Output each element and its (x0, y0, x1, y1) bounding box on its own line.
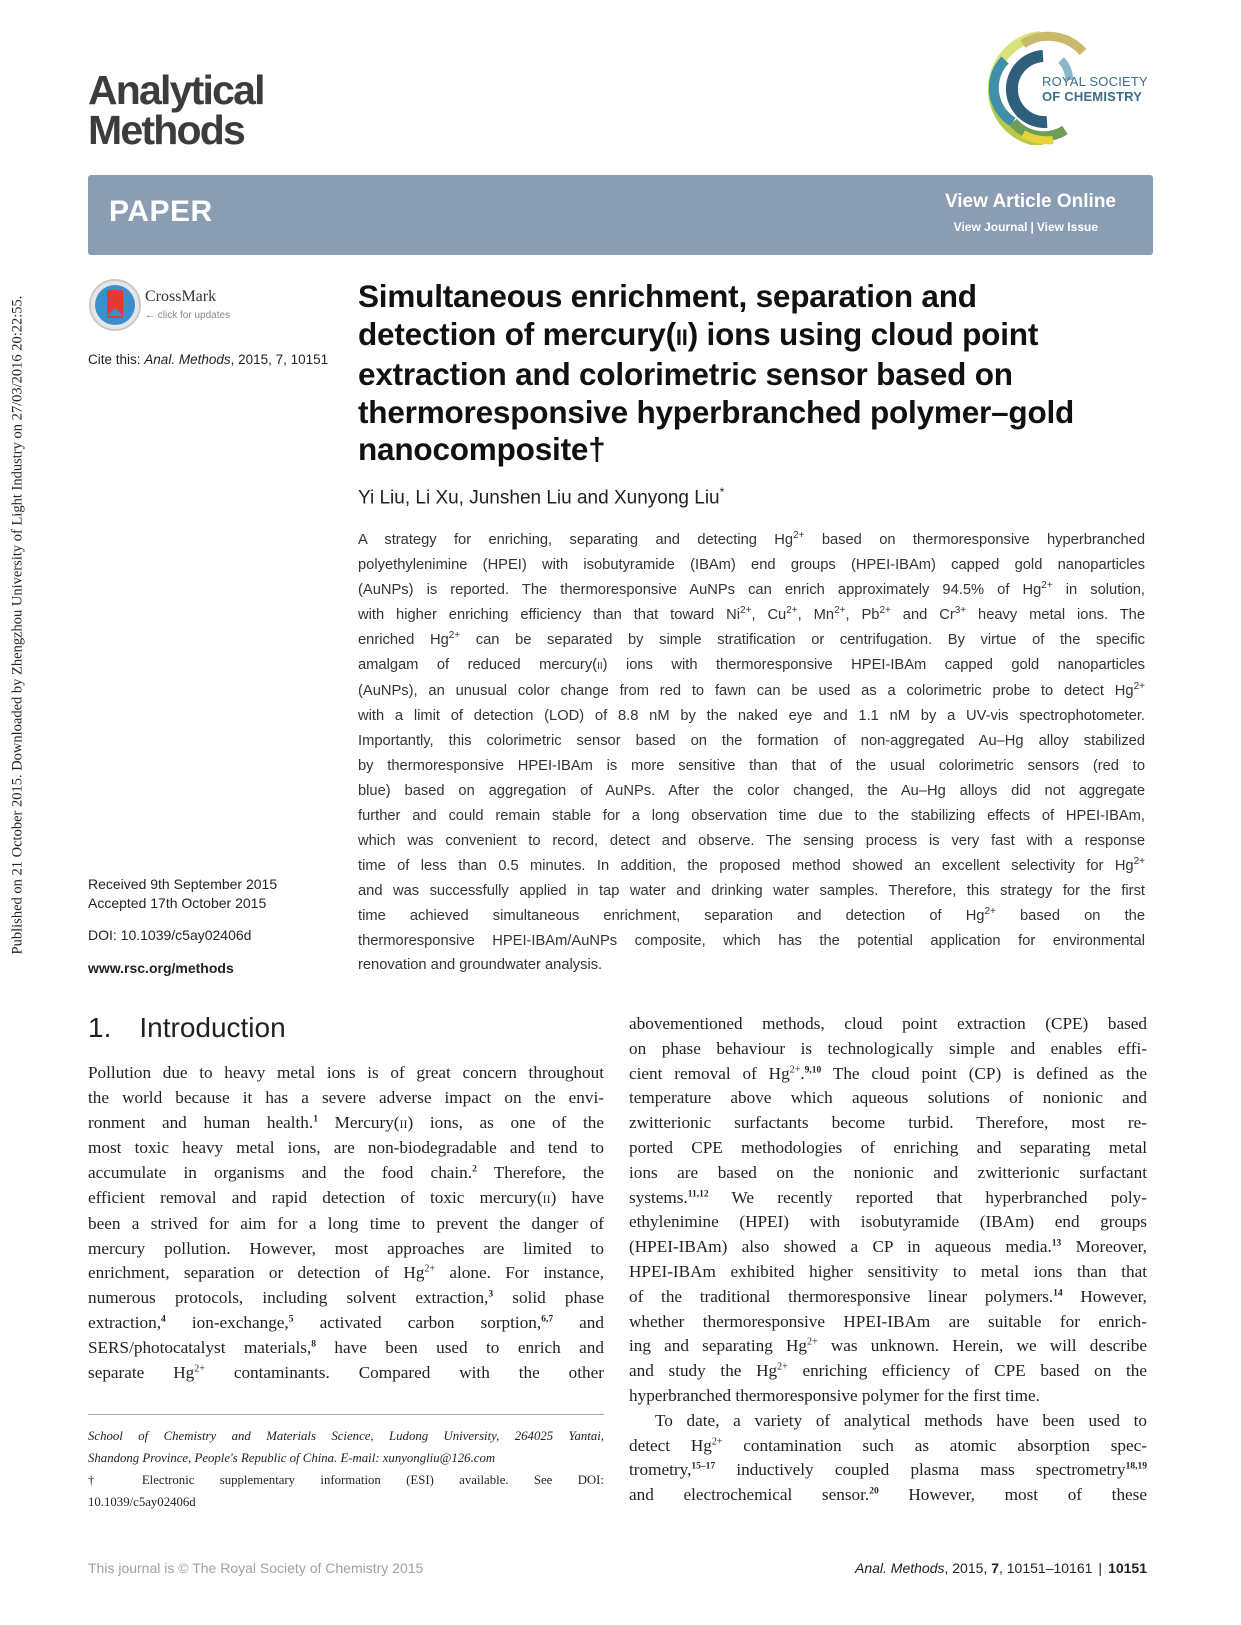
corresponding-mark: * (719, 485, 725, 499)
body-line: detect $Hg^{2+}$ contamination such as atomic absorption spec- (629, 1435, 1147, 1455)
body-right-column (629, 1012, 1147, 1508)
abstract-line: polyethylenimine (HPEI) with isobutyramide (IBAm) end groups (HPEI-IBAm) capped gold nanoparticles (358, 556, 1145, 573)
title-line: detection of mercury(II) ions using cloud point (358, 315, 1039, 352)
esi-note-line: † Electronic supplementary information (ESI) available. See DOI: (88, 1473, 604, 1487)
article-type-label: PAPER (109, 195, 213, 228)
doi[interactable]: DOI: 10.1039/c5ay02406d (88, 927, 252, 943)
article-history (88, 875, 277, 913)
section-title: Introduction (139, 1012, 286, 1043)
body-line: Pollution due to heavy metal ions is of great concern throughout (88, 1063, 604, 1082)
body-line: systems.$^{11,12}$ We recently reported that hyperbranched poly- (629, 1187, 1147, 1207)
abstract-line: time achieved simultaneous enrichment, separation and detection of $Hg^{2+}$ based on the (358, 905, 1145, 924)
body-line: on phase behaviour is technologically simple and enables effi- (629, 1038, 1147, 1058)
cite-label: Cite this: (88, 352, 141, 367)
footer-separator: | (1098, 1560, 1103, 1576)
footnotes (88, 1425, 604, 1513)
view-journal-link[interactable]: View Journal (953, 220, 1028, 234)
abstract-line: further and could remain stable for a long observation time due to the stabilizing effects of HPEI-IBAm, (358, 807, 1145, 824)
rsc-wordmark (1042, 74, 1148, 104)
view-article-online-link[interactable]: View Article Online (944, 191, 1116, 212)
abstract-line: (AuNPs), an unusual color change from red to fawn can be used as a colorimetric probe to detect $Hg^{2+}$ (358, 681, 1145, 700)
footer-volume: 7 (991, 1560, 999, 1576)
article-title (358, 278, 1158, 469)
body-line: and electrochemical sensor.$^{20}$ However, most of these (629, 1485, 1147, 1505)
journal-title-line1: Analytical (88, 67, 264, 113)
footer-pages: , 10151–10161 (998, 1560, 1093, 1576)
body-line: zwitterionic surfactants become turbid. Therefore, most re- (629, 1113, 1147, 1133)
affiliation-line: School of Chemistry and Materials Science, Ludong University, 264025 Yantai, (88, 1429, 604, 1443)
body-line: enrichment, separation or detection of $Hg^{2+}$ alone. For instance, (88, 1263, 604, 1283)
title-line: Simultaneous enrichment, separation and (358, 278, 977, 314)
abstract-line: which was convenient to record, detect and observe. The sensing process is very fast with a response (358, 832, 1145, 849)
body-line: most toxic heavy metal ions, are non-biodegradable and tend to (88, 1138, 604, 1158)
abstract (358, 528, 1145, 978)
abstract-line: with a limit of detection (LOD) of 8.8 nM by the naked eye and 1.1 nM by a UV-vis spectrophotometer. (358, 708, 1145, 725)
cite-journal: Anal. Methods (144, 352, 231, 367)
page-number: 10151 (1108, 1560, 1147, 1576)
body-line: and study the $Hg^{2+}$ enriching efficiency of CPE based on the (629, 1361, 1147, 1381)
author-names: Yi Liu, Li Xu, Junshen Liu and Xunyong Liu (358, 487, 720, 509)
section-number: 1. (88, 1012, 112, 1043)
body-line: the world because it has a severe adverse impact on the envi- (88, 1087, 604, 1107)
cite-ref: , 2015, 7, 10151 (230, 352, 329, 367)
rsc-wordmark-line2: OF CHEMISTRY (1042, 89, 1143, 104)
title-line: extraction and colorimetric sensor based on (358, 356, 1013, 392)
title-line: nanocomposite† (358, 431, 606, 467)
abstract-line: renovation and groundwater analysis. (358, 957, 603, 974)
body-line: of the traditional thermoresponsive linear polymers.$^{14}$ However, (629, 1286, 1147, 1306)
body-left-column (88, 1061, 604, 1385)
view-issue-link[interactable]: View Issue (1036, 220, 1098, 234)
body-line: ethylenimine (HPEI) with isobutyramide (IBAm) end groups (629, 1212, 1147, 1232)
body-line: separate $Hg^{2+}$ contaminants. Compared with the other (88, 1362, 604, 1382)
footer-citation (855, 1560, 1147, 1576)
crossmark-arrow-icon: ← (145, 310, 155, 321)
abstract-line: enriched $Hg^{2+}$ can be separated by simple stratification or centrifugation. By virtue of the specific (358, 629, 1145, 648)
footnote-divider (88, 1414, 604, 1415)
body-line: ported CPE methodologies of enriching and separating metal (629, 1137, 1147, 1157)
rsc-wordmark-line1: ROYAL SOCIETY (1042, 74, 1148, 89)
body-line: cient removal of $Hg^{2+}.^{9,10}$ The cloud point (CP) is defined as the (629, 1063, 1147, 1083)
abstract-line: and was successfully applied in tap water and drinking water samples. Therefore, this strategy for the first (358, 882, 1145, 899)
crossmark-sub-text: click for updates (157, 310, 231, 321)
author-list (358, 485, 724, 509)
body-line: ing and separating $Hg^{2+}$ was unknown. Herein, we will describe (629, 1336, 1147, 1356)
journal-title-line2: Methods (88, 107, 244, 153)
abstract-line: with higher enriching efficiency than that toward $Ni^{2+}$, $Cu^{2+}$, $Mn^{2+}$, $Pb^{2+}$ and $Cr^{3+}$ heavy metal ions. The (358, 604, 1146, 623)
abstract-line: by thermoresponsive HPEI-IBAm is more sensitive than that of the usual colorimetric sensors (red to (358, 758, 1145, 775)
download-side-note (8, 245, 28, 1005)
abstract-line: thermoresponsive HPEI-IBAm/AuNPs composite, which has the potential application for environmental (358, 932, 1145, 949)
body-line: hyperbranched thermoresponsive polymer for the first time. (629, 1385, 1040, 1405)
title-line: thermoresponsive hyperbranched polymer–gold (358, 393, 1075, 430)
body-line: mercury pollution. However, most approaches are limited to (88, 1238, 604, 1258)
body-line: accumulate in organisms and the food chain.$^2$ Therefore, the (88, 1163, 604, 1183)
body-line: numerous protocols, including solvent extraction,$^3$ solid phase (88, 1288, 605, 1308)
body-line: whether thermoresponsive HPEI-IBAm are suitable for enrich- (629, 1311, 1147, 1331)
crossmark-badge[interactable] (88, 278, 248, 334)
affiliation-line: Shandong Province, People's Republic of China. E-mail: xunyongliu@126.com (88, 1451, 496, 1465)
journal-title[interactable] (88, 67, 264, 153)
body-line: (HPEI-IBAm) also showed a CP in aqueous media.$^{13}$ Moreover, (629, 1237, 1147, 1257)
body-line: extraction,$^4$ ion-exchange,$^5$ activated carbon sorption,$^{6,7}$ and (88, 1312, 604, 1332)
crossmark-icon (88, 278, 142, 332)
esi-note-line: 10.1039/c5ay02406d (88, 1495, 196, 1509)
body-line: HPEI-IBAm exhibited higher sensitivity to metal ions than that (629, 1261, 1147, 1281)
body-line: SERS/photocatalyst materials,$^8$ have been used to enrich and (88, 1337, 604, 1357)
body-line: abovementioned methods, cloud point extraction (CPE) based (629, 1014, 1147, 1033)
crossmark-name: CrossMark (145, 288, 217, 305)
crossmark-sub (145, 310, 230, 321)
side-note-text: Published on 21 October 2015. Downloaded by Zhengzhou University of Light Industry on 27/03/2016 20:22:55. (9, 295, 26, 955)
abstract-line: Importantly, this colorimetric sensor based on the formation of non-aggregated Au–Hg alloy stabilized (358, 733, 1145, 750)
body-line: been a strived for aim for a long time to prevent the danger of (88, 1213, 604, 1233)
footer-journal: Anal. Methods (854, 1560, 945, 1576)
abstract-line: blue) based on aggregation of AuNPs. After the color changed, the Au–Hg alloys did not aggregate (358, 783, 1145, 800)
view-links-separator: | (1030, 220, 1034, 234)
section-heading (88, 1012, 286, 1044)
abstract-line: (AuNPs) is reported. The thermoresponsive AuNPs can enrich approximately 94.5% of $Hg^{2+}$ in solution, (358, 579, 1145, 598)
body-line: ions are based on the nonionic and zwitterionic surfactant (629, 1162, 1147, 1182)
footer-year: , 2015, (944, 1560, 992, 1576)
footer-copyright: This journal is © The Royal Society of Chemistry 2015 (88, 1560, 424, 1576)
view-links (954, 220, 1098, 234)
abstract-line: amalgam of reduced mercury(II) ions with thermoresponsive HPEI-IBAm capped gold nanoparticles (358, 656, 1145, 673)
abstract-line: A strategy for enriching, separating and detecting $Hg^{2+}$ based on thermoresponsive hyperbranched (358, 530, 1145, 548)
body-line: temperature above which aqueous solutions of nonionic and (629, 1088, 1147, 1108)
body-line: efficient removal and rapid detection of toxic mercury(II) have (88, 1187, 605, 1207)
journal-url[interactable]: www.rsc.org/methods (88, 960, 234, 976)
cite-this (88, 352, 328, 367)
body-line: ronment and human health.$^1$ Mercury(II) ions, as one of the (88, 1112, 604, 1132)
abstract-line: time of less than 0.5 minutes. In addition, the proposed method showed an excellent selectivity for $Hg^{2+}$ (358, 855, 1145, 874)
article-type-banner (88, 175, 1153, 255)
body-line: To date, a variety of analytical methods have been used to (655, 1410, 1147, 1430)
received-date: Received 9th September 2015 (88, 876, 278, 892)
accepted-date: Accepted 17th October 2015 (88, 895, 267, 911)
body-line: trometry,$^{15-17}$ inductively coupled plasma mass spectrometry$^{18,19}$ (629, 1460, 1147, 1480)
